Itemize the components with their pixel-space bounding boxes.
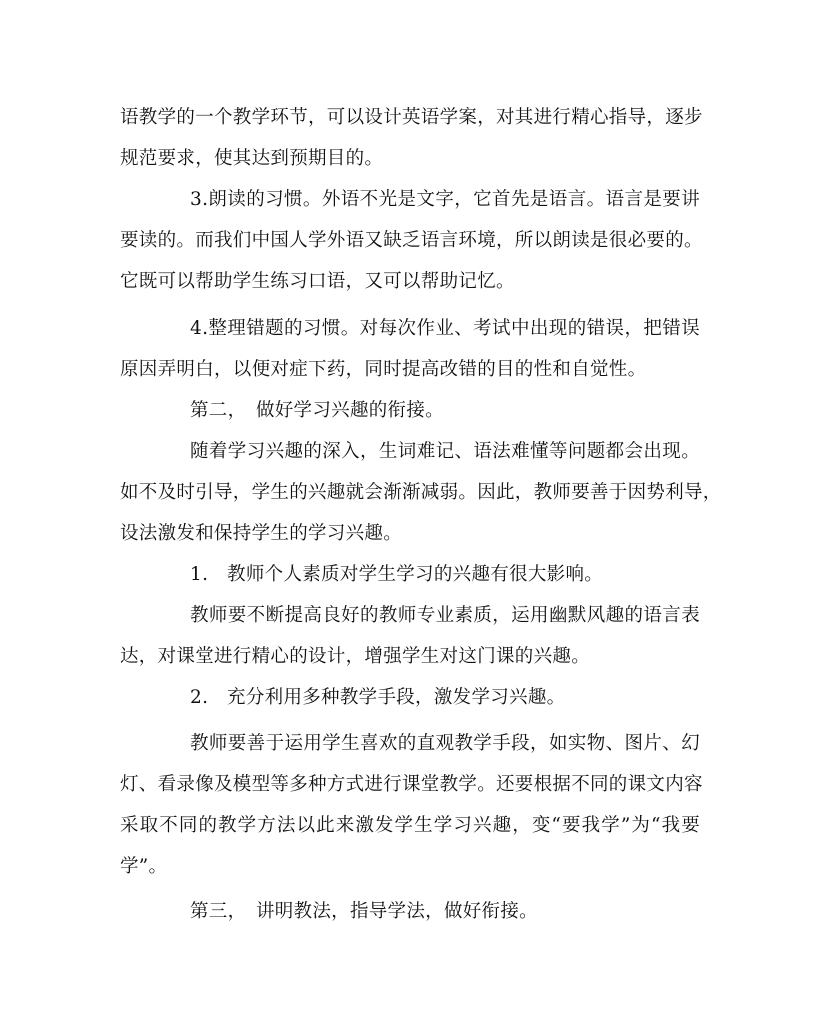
subheading: 1. 教师个人素质对学生学习的兴趣有很大影响。 <box>190 564 604 585</box>
text-line: 学”。 <box>120 856 168 877</box>
text-line: 灯、看录像及模型等多种方式进行课堂教学。还要根据不同的课文内容 <box>120 774 703 795</box>
section-heading: 第三， 讲明教法，指导学法，做好衔接。 <box>190 901 538 922</box>
text-line: 它既可以帮助学生练习口语，又可以帮助记忆。 <box>120 271 515 292</box>
text-line: 语教学的一个教学环节，可以设计英语学案，对其进行精心指导，逐步 <box>120 107 703 128</box>
text-line: 原因弄明白，以便对症下药，同时提高改错的目的性和自觉性。 <box>120 359 647 380</box>
text-line: 4.整理错题的习惯。对每次作业、考试中出现的错误，把错误 <box>190 318 700 339</box>
text-line: 采取不同的教学方法以此来激发学生学习兴趣，变“要我学”为“我要 <box>120 815 700 836</box>
text-line: 教师要善于运用学生喜欢的直观教学手段，如实物、图片、幻 <box>190 733 700 754</box>
text-line: 如不及时引导，学生的兴趣就会渐渐减弱。因此，教师要善于因势利导， <box>120 482 722 503</box>
text-line: 规范要求，使其达到预期目的。 <box>120 148 384 169</box>
text-line: 教师要不断提高良好的教师专业素质，运用幽默风趣的语言表 <box>190 605 700 626</box>
text-line: 设法激发和保持学生的学习兴趣。 <box>120 523 403 544</box>
text-line: 3.朗读的习惯。外语不光是文字，它首先是语言。语言是要讲 <box>190 189 700 210</box>
text-line: 达，对课堂进行精心的设计，增强学生对这门课的兴趣。 <box>120 646 591 667</box>
subheading: 2. 充分利用多种教学手段，激发学习兴趣。 <box>190 687 566 708</box>
text-line: 要读的。而我们中国人学外语又缺乏语言环境，所以朗读是很必要的。 <box>120 230 703 251</box>
text-line: 随着学习兴趣的深入，生词难记、语法难懂等问题都会出现。 <box>190 441 700 462</box>
section-heading: 第二， 做好学习兴趣的衔接。 <box>190 400 444 421</box>
